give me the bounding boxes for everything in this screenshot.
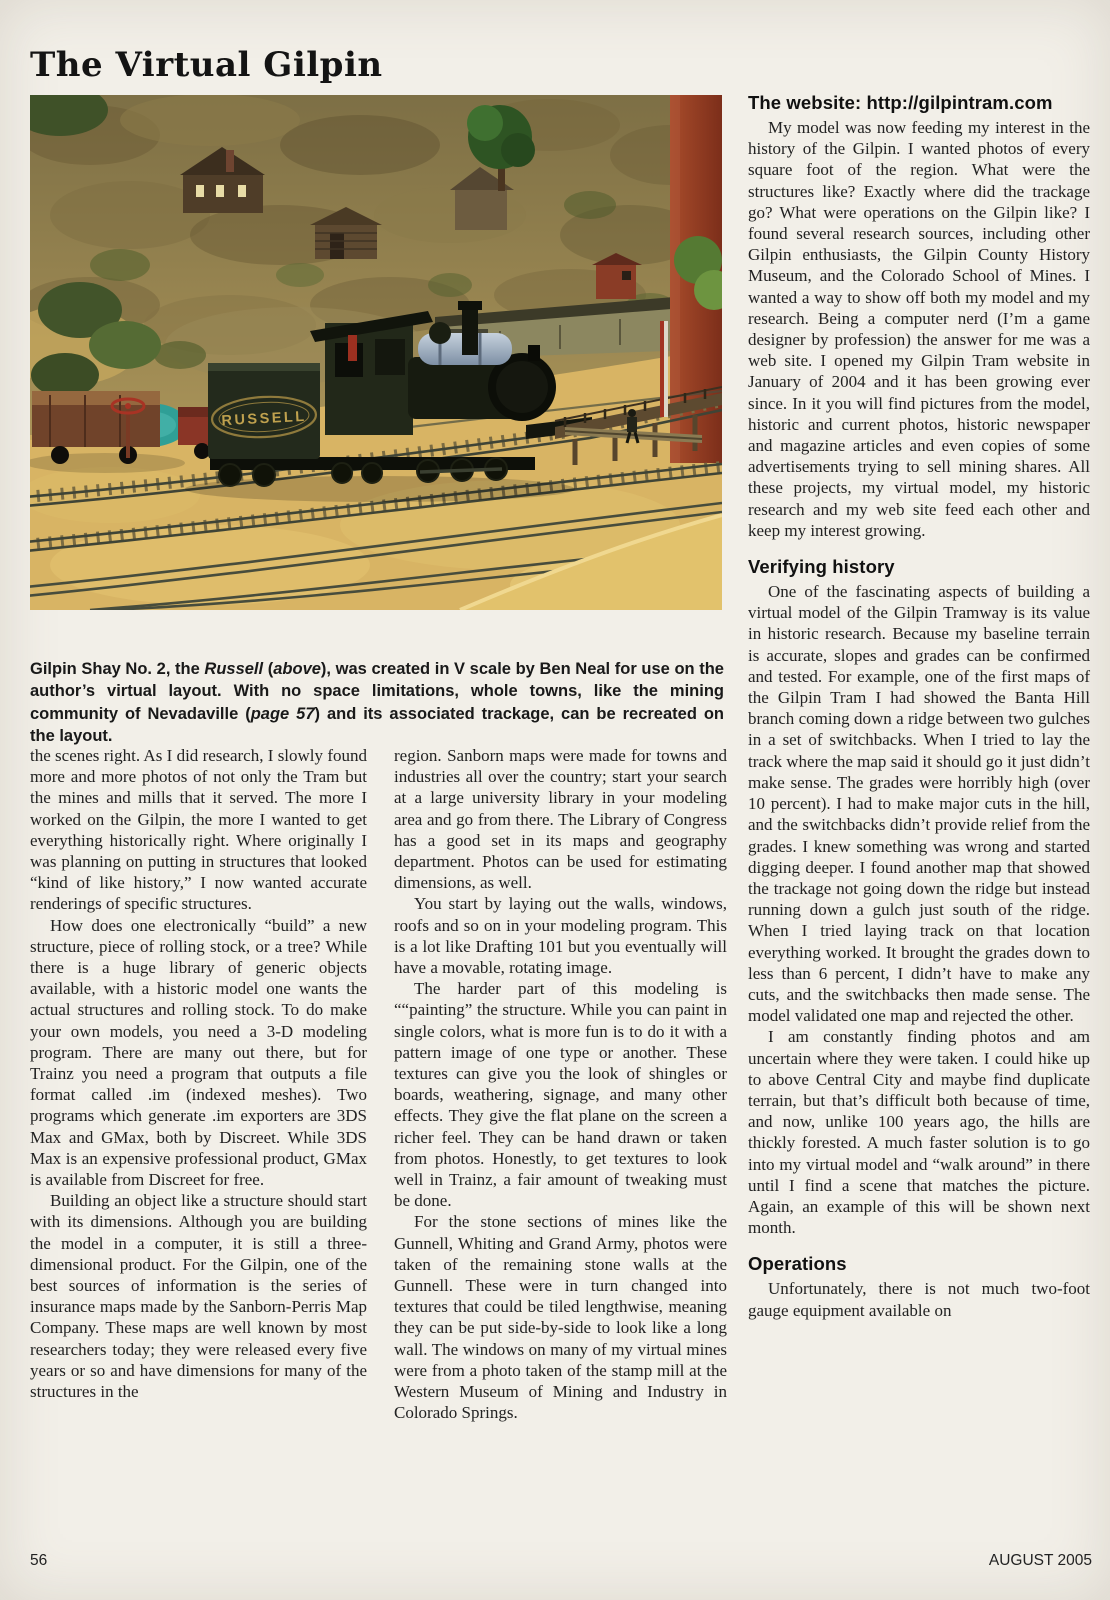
paragraph: I am constantly finding photos and am uncertain where they were taken. I could hike up to above Central City and maybe find duplicate terrain, but that’s difficult both because of time, and now, unlike 100 years ago, the hills are thickly forested. A much faster solution is to go into my virtual model and “walk around” in there until I find a scene that matches the picture. Again, an example of this will be shown next month. xyxy=(748,1027,1090,1238)
caption-text: ) and its associated trackage, can be recreated on the layout. xyxy=(30,704,724,745)
paragraph: Unfortunately, there is not much two-foot gauge equipment available on xyxy=(748,1279,1090,1320)
column-middle xyxy=(394,745,727,1424)
page-title: The Virtual Gilpin xyxy=(30,44,383,85)
paragraph: You start by laying out the walls, windows, roofs and so on in your modeling program. This is a lot like Drafting 101 but you eventually will have a movable, rotating image. xyxy=(394,894,727,978)
paragraph: My model was now feeding my interest in the history of the Gilpin. I wanted photos of every square foot of the region. What were the structures like? Exactly where did the trackage go? What were operations on the Gilpin like? I found several research sources, including other Gilpin enthusiasts, the Gilpin County History Museum, and the Colorado School of Mines. I wanted a way to show off both my model and my research. Being a computer nerd (I’m a game designer by profession) the answer for me was a web site. I opened my Gilpin Tram website in January of 2004 and it has been growing ever since. In it you will find pictures from the model, historic and current photos, historic newspaper and magazine articles and even copies of some advertisements trying to sell mining shares. All these projects, my virtual model, my historic research and my web site feed each other and keep my interest growing. xyxy=(748,118,1090,540)
section-website xyxy=(748,92,1090,541)
paragraph: the scenes right. As I did research, I slowly found more and more photos of not only the Tram but the mines and mills that it served. The more I worked on the Gilpin, the more I wanted to get everything historically right. Where originally I was planning on putting in structures that looked “kind of like history,” I now wanted accurate renderings of specific structures. xyxy=(30,746,367,914)
caption-italic: page 57 xyxy=(250,704,315,723)
caption-italic: Russell xyxy=(204,659,264,678)
caption-text: ( xyxy=(263,659,274,678)
photo-scene xyxy=(30,95,722,610)
paragraph: One of the fascinating aspects of building a virtual model of the Gilpin Tramway is its value in historic research. Because my baseline terrain is accurate, slopes and grades can be confirmed and tested. For example, one of the first maps of the Gilpin Tram I had showed the Banta Hill branch coming down a ridge between two gulches in a set of switchbacks. When I tried to lay the track where the map said it should go it just didn’t make sense. The grades were horribly high (over 10 percent). I had to make major cuts in the hill, and the switchbacks didn’t provide relief from the grades. I knew something was wrong and started digging deeper. I found another map that showed the trackage not going down the ridge but instead running down a gulch just south of the ridge. When I tried laying track on that location everything worked. It brought the grades down to less than 6 percent, I didn’t have to make any cuts, and the switchbacks then made sense. The model validated one map and rejected the other. xyxy=(748,582,1090,1026)
paragraph: Building an object like a structure should start with its dimensions. Although you are building the model in a computer, it is still a three-dimensional product. For the Gilpin, one of the best sources of information is the series of insurance maps made by the Sanborn-Perris Map Company. These maps are well known by most researchers today; they were released every five years or so and have dimensions for many of the structures in the xyxy=(30,1191,367,1402)
section-verifying-history xyxy=(748,556,1090,1238)
issue-date: AUGUST 2005 xyxy=(988,1552,1092,1569)
paragraph: For the stone sections of mines like the Gunnell, Whiting and Grand Army, photos were taken of the remaining stone walls at the Gunnell. These were in turn changed into textures that could be tiled lengthwise, meaning they can be put side-by-side to look like a long wall. The windows on many of my virtual mines were from a photo taken of the stamp mill at the Western Museum of Mining and Industry in Colorado Springs. xyxy=(394,1212,727,1423)
paragraph: region. Sanborn maps were made for towns and industries all over the country; start your search at a large university library in your modeling area and go from there. The Library of Congress has a good set in its maps and geography department. Photos can be used for estimating dimensions, as well. xyxy=(394,746,727,893)
paragraph: How does one electronically “build” a new structure, piece of rolling stock, or a tree? While there is a huge library of generic objects available, with a historic model one wants the actual structures and rolling stock. To do make your own models, you need a 3-D modeling program. There are many out there, but for Trainz you need a program that outputs a file format called .im (indexed meshes). Two programs which generate .im exporters are 3DS Max and GMax, both by Discreet. While 3DS Max is an expensive professional product, GMax is available from Discreet for free. xyxy=(30,915,367,1190)
tender xyxy=(208,363,320,459)
section-operations xyxy=(748,1253,1090,1320)
page-number: 56 xyxy=(30,1552,48,1569)
tender-label: RUSSELL xyxy=(221,408,308,430)
caption-text: Gilpin Shay No. 2, the xyxy=(30,659,205,678)
photo-caption xyxy=(30,658,724,748)
signal-pole xyxy=(660,321,668,417)
column-right xyxy=(748,92,1090,1321)
caption-text: ), was created in V scale by Ben Neal for use on the author’s virtual layout. With no space limitations, whole towns, like the mining community of Nevadaville ( xyxy=(30,659,724,723)
layout-photo xyxy=(30,95,722,610)
column-left xyxy=(30,745,367,1402)
caption-italic: above xyxy=(273,659,321,678)
section-heading-operations: Operations xyxy=(748,1253,847,1275)
section-heading-verifying-history: Verifying history xyxy=(748,556,895,578)
section-heading-website: The website: http://gilpintram.com xyxy=(748,92,1053,113)
paragraph: The harder part of this modeling is ““painting” the structure. While you can paint in single colors, what is more fun is to do it with a pattern image of one type or another. These textures can give you the look of shingles or boards, weathering, signage, and many other effects. They give the flat plane on the screen a richer feel. They can be hand drawn or taken from photos. Honestly, to get textures to look well in Trainz, a fair amount of tweaking must be done. xyxy=(394,979,727,1211)
